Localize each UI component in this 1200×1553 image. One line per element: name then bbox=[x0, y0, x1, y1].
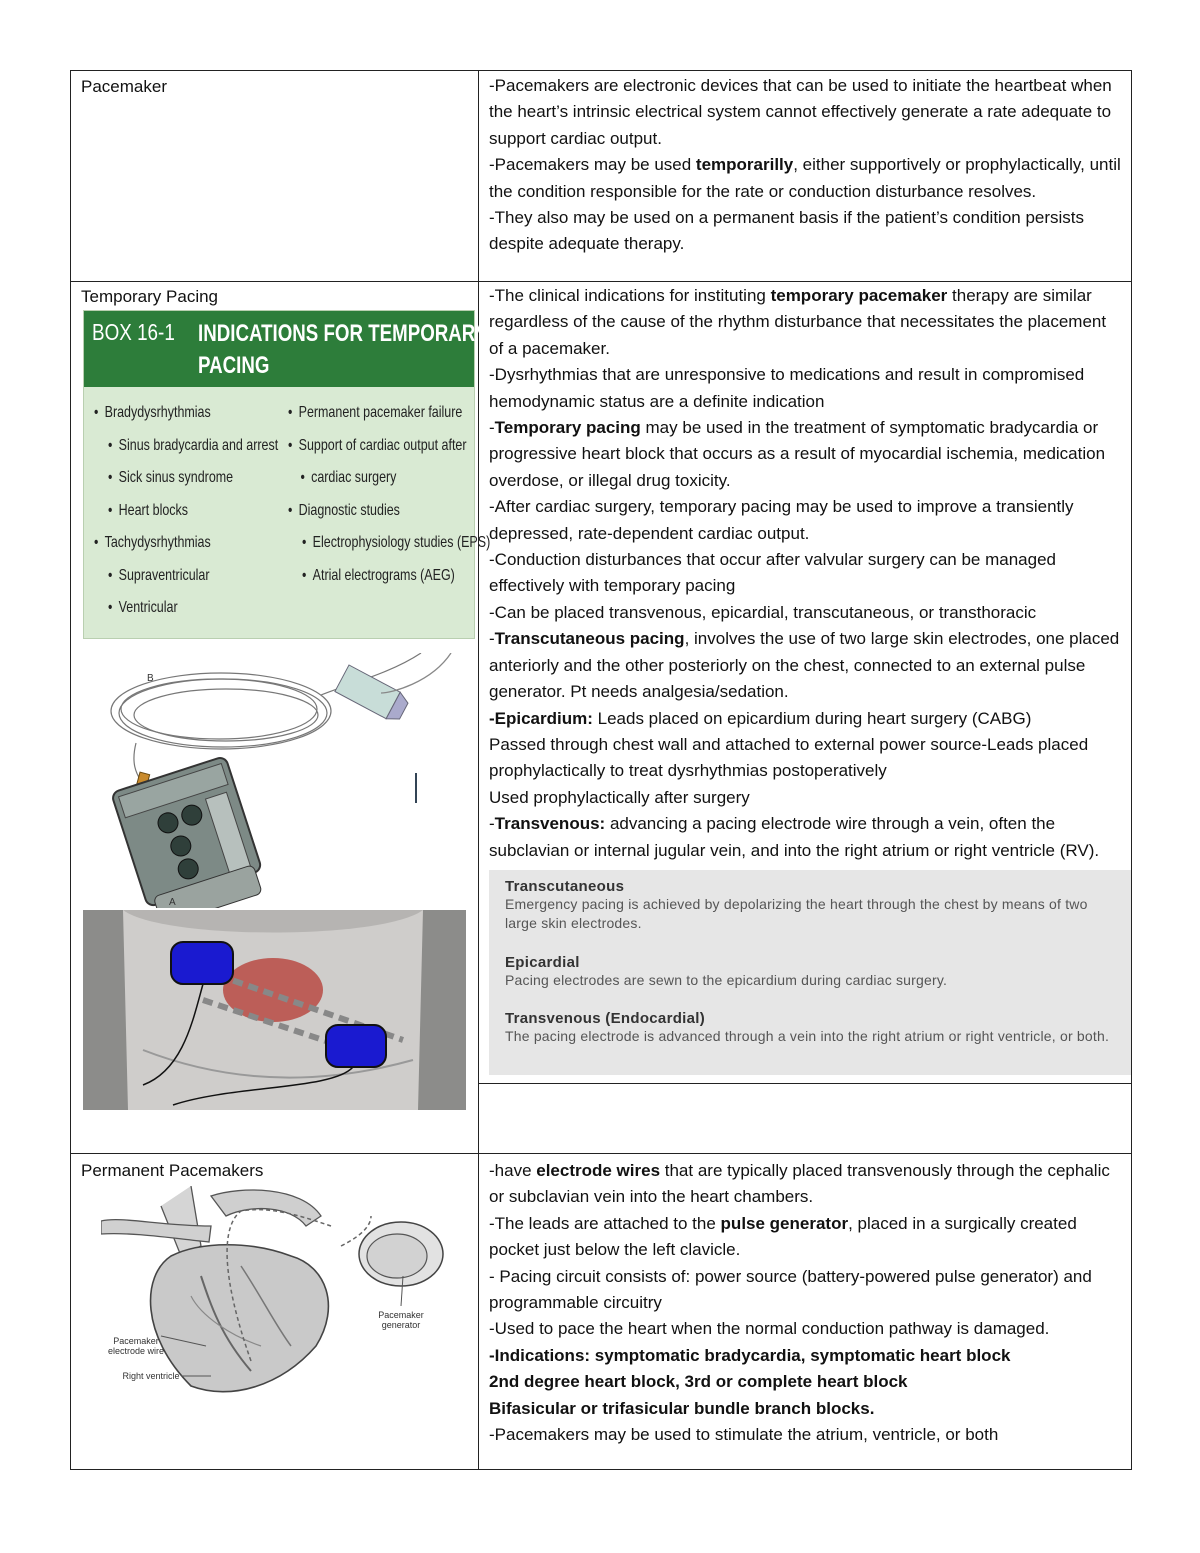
caption-desc: Pacing electrodes are sewn to the epicardium during cardiac surgery. bbox=[505, 971, 948, 988]
indications-box bbox=[83, 310, 491, 639]
row-text bbox=[479, 282, 1131, 864]
notes-table bbox=[70, 70, 1132, 1470]
permanent-pacemaker-heart-image bbox=[101, 1186, 451, 1406]
paragraph: - Pacing circuit consists of: power source (battery-powered pulse generator) and programmable circuitry bbox=[489, 1266, 1092, 1313]
list-item: • Supraventricular bbox=[94, 560, 278, 593]
list-item: • Ventricular bbox=[94, 592, 278, 625]
caption-group bbox=[505, 878, 1121, 933]
paragraph: -Transcutaneous pacing, involves the use of two large skin electrodes, one placed anteriorly and the other posteriorly on the chest, connected to an external pulse generator. Pt needs analgesia/sedation. bbox=[489, 629, 1120, 702]
caption-title: Transcutaneous bbox=[505, 877, 625, 895]
paragraph: -The clinical indications for instituting temporary pacemaker therapy are similar regardless of the cause of the rhythm disturbance that necessitates the placement of a pacemaker. bbox=[489, 286, 1107, 358]
paragraph: -They also may be used on a permanent basis if the patient’s condition persists despite adequate therapy. bbox=[489, 208, 1085, 254]
list-item: • Bradydysrhythmias bbox=[94, 397, 278, 430]
paragraph: Bifasicular or trifasicular bundle branch blocks. bbox=[489, 1398, 875, 1418]
paragraph: -The leads are attached to the pulse generator, placed in a surgically created pocket just below the left clavicle. bbox=[489, 1213, 1077, 1260]
caption-desc: The pacing electrode is advanced through a vein into the right atrium or right ventricle, or both. bbox=[505, 1027, 1110, 1044]
box-header bbox=[84, 311, 488, 387]
row-label: Pacemaker bbox=[81, 77, 167, 96]
paragraph: Used prophylactically after surgery bbox=[489, 787, 750, 807]
paragraph: -have electrode wires that are typically placed transvenously through the cephalic or subclavian vein into the heart chambers. bbox=[489, 1161, 1110, 1207]
list-item: • Tachydysrhythmias bbox=[94, 527, 278, 560]
paragraph: -Transvenous: advancing a pacing electrode wire through a vein, often the subclavian or internal jugular vein, and into the right atrium or right ventricle (RV). bbox=[489, 814, 1100, 860]
electrode-wire-label: Pacemaker electrode wire bbox=[107, 1336, 165, 1356]
row-label: Temporary Pacing bbox=[81, 287, 219, 306]
paragraph: -Temporary pacing may be used in the treatment of symptomatic bradycardia or progressive heart block that occurs as a result of myocardial ischemia, medication overdose, or illegal drug toxicity. bbox=[489, 418, 1106, 490]
list-item: • Sinus bradycardia and arrest bbox=[94, 430, 278, 463]
table-row bbox=[71, 282, 1132, 1154]
paragraph: -Epicardium: Leads placed on epicardium during heart surgery (CABG) bbox=[489, 708, 1032, 728]
row-content-cell bbox=[479, 71, 1132, 282]
caption-group bbox=[505, 954, 1121, 990]
caption-desc: Emergency pacing is achieved by depolarizing the heart through the chest by means of two large skin electrodes. bbox=[505, 895, 1088, 931]
paragraph: -Pacemakers may be used temporarilly, either supportively or prophylactically, until the condition responsible for the rate or conduction disturbance resolves. bbox=[489, 155, 1121, 201]
generator-label: Pacemaker generator bbox=[378, 1310, 424, 1330]
table-row bbox=[71, 71, 1132, 282]
paragraph: -Dysrhythmias that are unresponsive to medications and result in compromised hemodynamic status are a definite indication bbox=[489, 365, 1085, 411]
right-ventricle-label: Right ventricle bbox=[122, 1371, 180, 1381]
row-content-cell bbox=[479, 282, 1132, 1154]
row-text bbox=[479, 1154, 1131, 1448]
paragraph: -Pacemakers may be used to stimulate the atrium, ventricle, or both bbox=[489, 1425, 999, 1445]
list-item: • Electrophysiology studies (EPS) bbox=[288, 527, 490, 560]
list-item: • Sick sinus syndrome bbox=[94, 462, 278, 495]
paragraph: -Used to pace the heart when the normal conduction pathway is damaged. bbox=[489, 1319, 1050, 1339]
temporary-pacemaker-device-image bbox=[91, 653, 481, 908]
list-item: • Permanent pacemaker failure bbox=[288, 397, 490, 430]
paragraph: 2nd degree heart block, 3rd or complete heart block bbox=[489, 1372, 908, 1392]
caption-group bbox=[505, 1010, 1121, 1046]
paragraph: -Can be placed transvenous, epicardial, transcutaneous, or transthoracic bbox=[489, 602, 1037, 622]
box-title: INDICATIONS FOR TEMPORARY PACING bbox=[198, 320, 488, 379]
list-item: • cardiac surgery bbox=[288, 462, 490, 495]
pacing-types-caption-box bbox=[489, 870, 1131, 1075]
caption-title: Transvenous (Endocardial) bbox=[505, 1009, 706, 1027]
box-list-left bbox=[94, 397, 278, 625]
row-content-cell bbox=[479, 1154, 1132, 1470]
list-item: • Support of cardiac output after bbox=[288, 430, 490, 463]
paragraph: -Indications: symptomatic bradycardia, symptomatic heart block bbox=[489, 1345, 1011, 1365]
paragraph: -After cardiac surgery, temporary pacing may be used to improve a transiently depressed, rate-dependent cardiac output. bbox=[489, 497, 1074, 543]
row-label-cell bbox=[71, 282, 491, 1154]
transcutaneous-pads-image bbox=[83, 910, 466, 1110]
caption-title: Epicardial bbox=[505, 953, 580, 971]
row-label-cell bbox=[71, 71, 479, 282]
table-row bbox=[71, 1154, 1132, 1470]
device-label-b: B bbox=[147, 673, 154, 684]
row-text bbox=[479, 71, 1131, 258]
divider bbox=[479, 1083, 1131, 1084]
box-list-right bbox=[288, 397, 490, 592]
paragraph: -Pacemakers are electronic devices that can be used to initiate the heartbeat when the heart’s intrinsic electrical system cannot effectively generate a rate adequate to support cardiac output. bbox=[489, 76, 1112, 148]
paragraph: Passed through chest wall and attached to external power source-Leads placed prophylactically to treat dysrhythmias postoperatively bbox=[489, 734, 1089, 781]
device-label-a: A bbox=[169, 897, 176, 908]
list-item: • Atrial electrograms (AEG) bbox=[288, 560, 490, 593]
row-label: Permanent Pacemakers bbox=[81, 1161, 264, 1180]
list-item: • Heart blocks bbox=[94, 495, 278, 528]
row-label-cell bbox=[71, 1154, 479, 1470]
box-number: BOX 16-1 bbox=[92, 319, 175, 345]
paragraph: -Conduction disturbances that occur after valvular surgery can be managed effectively with temporary pacing bbox=[489, 550, 1056, 596]
list-item: • Diagnostic studies bbox=[288, 495, 490, 528]
